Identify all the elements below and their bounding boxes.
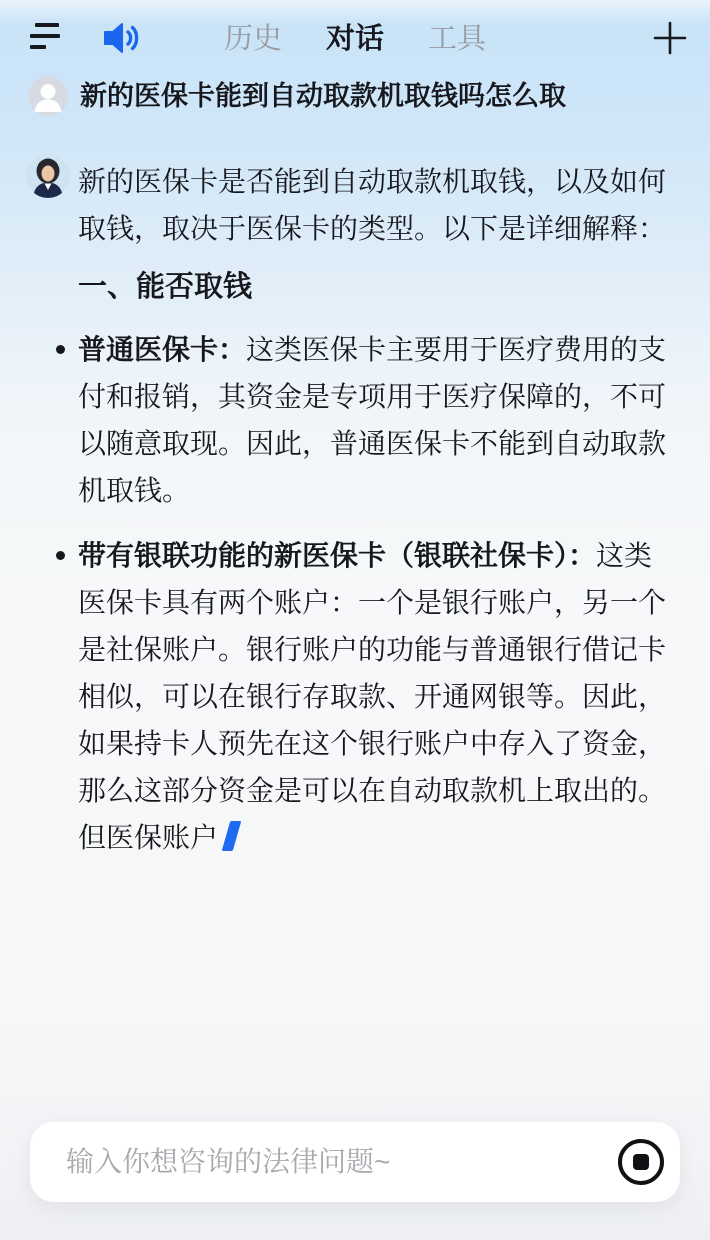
speaker-button[interactable] xyxy=(101,18,145,58)
bullet-desc: 这类医保卡主要用于医疗费用的支付和报销，其资金是专项用于医疗保障的，不可以随意取现。因此，普通医保卡不能到自动取款机取钱。 xyxy=(78,334,667,506)
bullet-list xyxy=(78,326,670,861)
list-item xyxy=(78,532,670,861)
new-chat-button[interactable] xyxy=(652,20,688,56)
menu-button[interactable] xyxy=(30,21,64,51)
assistant-content xyxy=(78,152,670,861)
user-avatar xyxy=(28,76,68,116)
plus-icon xyxy=(652,20,688,56)
tab-tools[interactable]: 工具 xyxy=(428,16,486,57)
stop-button[interactable] xyxy=(618,1139,664,1185)
menu-icon xyxy=(30,23,64,49)
stop-icon xyxy=(633,1154,649,1170)
user-message-text: 新的医保卡能到自动取款机取钱吗怎么取 xyxy=(80,81,566,111)
assistant-intro: 新的医保卡是否能到自动取款机取钱，以及如何取钱，取决于医保卡的类型。以下是详细解释： xyxy=(78,166,667,244)
typing-cursor-icon xyxy=(222,821,242,851)
assistant-message xyxy=(26,152,690,879)
message-composer xyxy=(30,1122,680,1202)
section-heading: 一、能否取钱 xyxy=(78,271,253,303)
tab-history[interactable]: 历史 xyxy=(224,16,282,57)
list-item xyxy=(78,326,670,514)
tab-bar xyxy=(224,0,486,72)
bullet-icon xyxy=(56,551,65,560)
user-message-row xyxy=(28,76,690,116)
tab-conversation[interactable]: 对话 xyxy=(326,16,384,57)
bullet-term: 带有银联功能的新医保卡（银联社保卡）： xyxy=(78,540,597,571)
speaker-icon xyxy=(101,18,145,58)
bullet-desc: 这类医保卡具有两个账户：一个是银行账户，另一个是社保账户。银行账户的功能与普通银行借记卡相似，可以在银行存取款、开通网银等。因此，如果持卡人预先在这个银行账户中存入了资金，那么这部分资金是可以在自动取款机上取出的。但医保账户 xyxy=(78,540,667,853)
bullet-term: 普通医保卡： xyxy=(78,334,247,365)
top-bar xyxy=(0,0,710,72)
assistant-avatar xyxy=(26,154,70,198)
message-input[interactable] xyxy=(64,1145,618,1179)
bullet-icon xyxy=(56,345,65,354)
